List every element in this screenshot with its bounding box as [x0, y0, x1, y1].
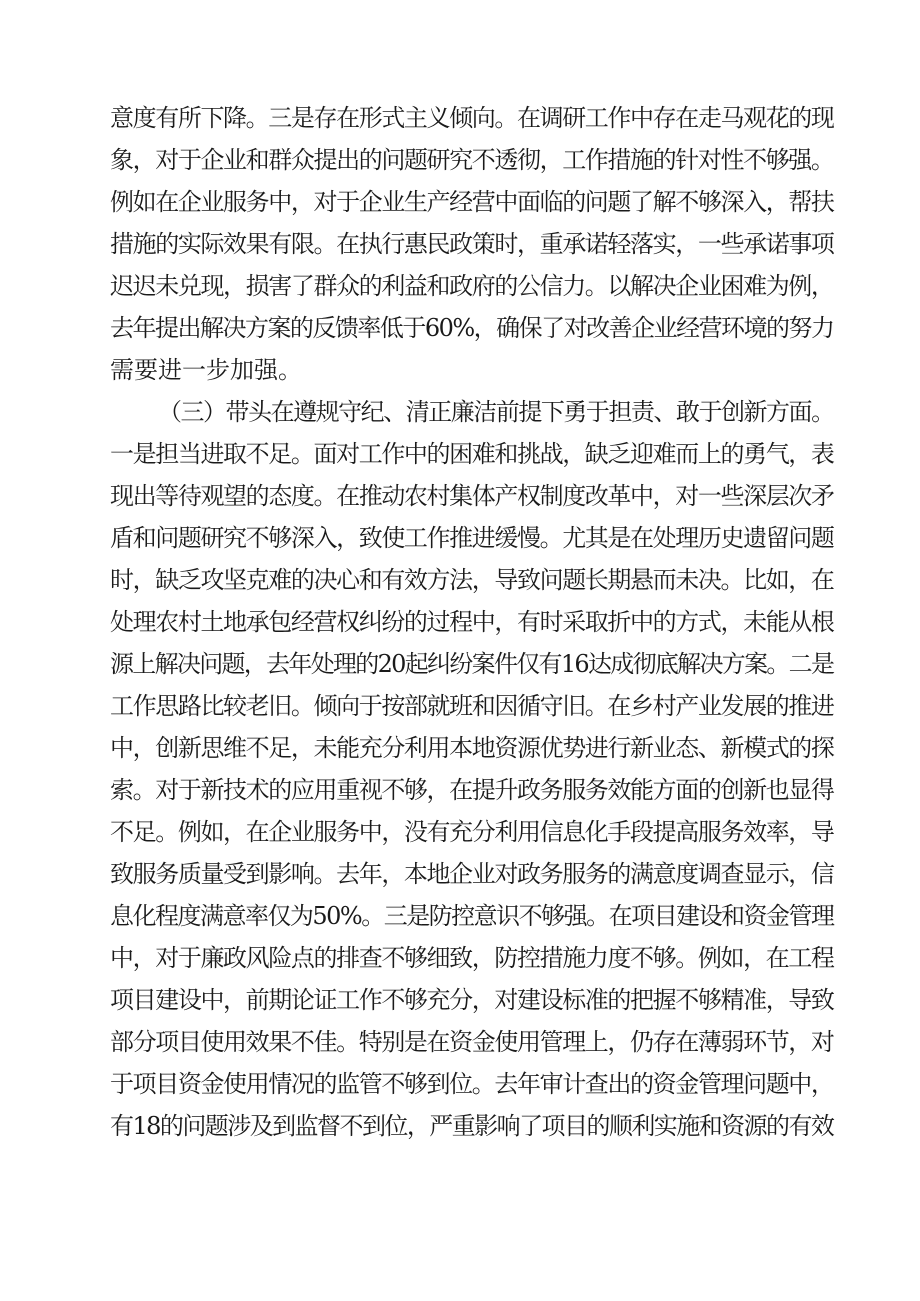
text-line-14: 源上解决问题，去年处理的20起纠纷案件仅有16达成彻底解决方案。二是 [110, 650, 834, 678]
text-line-7: 需要进一步加强。 [110, 356, 302, 384]
text-line-19: 致服务质量受到影响。去年，本地企业对政务服务的满意度调查显示，信 [110, 860, 834, 888]
text-line-9: 一是担当进取不足。面对工作中的困难和挑战，缺乏迎难而上的勇气，表 [110, 440, 834, 468]
text-line-18: 不足。例如，在企业服务中，没有充分利用信息化手段提高服务效率，导 [110, 818, 834, 846]
text-line-21: 中，对于廉政风险点的排查不够细致，防控措施力度不够。例如，在工程 [110, 944, 834, 972]
text-line-23: 部分项目使用效果不佳。特别是在资金使用管理上，仍存在薄弱环节，对 [110, 1028, 834, 1056]
text-line-10: 现出等待观望的态度。在推动农村集体产权制度改革中，对一些深层次矛 [110, 482, 834, 510]
section-heading-3: （三）带头在遵规守纪、清正廉洁前提下勇于担责、敢于创新方面。 [158, 398, 834, 426]
text-line-1: 意度有所下降。三是存在形式主义倾向。在调研工作中存在走马观花的现 [110, 104, 834, 132]
text-line-6: 去年提出解决方案的反馈率低于60%，确保了对改善企业经营环境的努力 [110, 314, 834, 342]
text-line-20: 息化程度满意率仅为50%。三是防控意识不够强。在项目建设和资金管理 [110, 902, 834, 930]
text-line-16: 中，创新思维不足，未能充分利用本地资源优势进行新业态、新模式的探 [110, 734, 834, 762]
text-line-3: 例如在企业服务中，对于企业生产经营中面临的问题了解不够深入，帮扶 [110, 188, 834, 216]
text-line-12: 时，缺乏攻坚克难的决心和有效方法，导致问题长期悬而未决。比如，在 [110, 566, 834, 594]
text-line-15: 工作思路比较老旧。倾向于按部就班和因循守旧。在乡村产业发展的推进 [110, 692, 834, 720]
text-line-25: 有18的问题涉及到监督不到位，严重影响了项目的顺利实施和资源的有效 [110, 1112, 834, 1140]
text-line-5: 迟迟未兑现，损害了群众的利益和政府的公信力。以解决企业困难为例， [110, 272, 834, 300]
text-line-24: 于项目资金使用情况的监管不够到位。去年审计查出的资金管理问题中， [110, 1070, 834, 1098]
text-line-17: 索。对于新技术的应用重视不够，在提升政务服务效能方面的创新也显得 [110, 776, 834, 804]
text-line-13: 处理农村土地承包经营权纠纷的过程中，有时采取折中的方式，未能从根 [110, 608, 834, 636]
text-line-11: 盾和问题研究不够深入，致使工作推进缓慢。尤其是在处理历史遗留问题 [110, 524, 834, 552]
text-line-22: 项目建设中，前期论证工作不够充分，对建设标准的把握不够精准，导致 [110, 986, 834, 1014]
text-line-4: 措施的实际效果有限。在执行惠民政策时，重承诺轻落实，一些承诺事项 [110, 230, 834, 258]
text-line-2: 象，对于企业和群众提出的问题研究不透彻，工作措施的针对性不够强。 [110, 146, 834, 174]
